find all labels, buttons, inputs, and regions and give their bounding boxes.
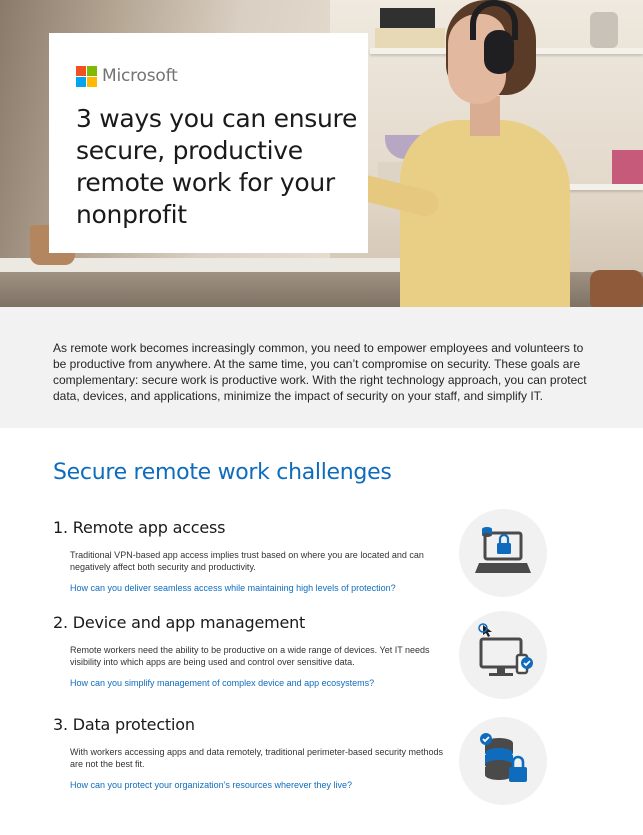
challenge-heading: 3. Data protection — [53, 715, 195, 734]
hero-books — [612, 150, 643, 184]
page-title: 3 ways you can ensure secure, productive remote work for your nonprofit — [76, 104, 358, 229]
challenge-heading: 2. Device and app management — [53, 613, 306, 632]
headphones-icon — [484, 30, 514, 74]
devices-check-icon — [459, 611, 547, 699]
challenge-question: How can you protect your organization’s resources wherever they live? — [70, 780, 352, 790]
challenge-question: How can you simplify management of complex device and app ecosystems? — [70, 678, 375, 688]
hero-books — [380, 8, 435, 28]
laptop-lock-icon — [459, 509, 547, 597]
challenge-question: How can you deliver seamless access while maintaining high levels of protection? — [70, 583, 396, 593]
laptop-lock-icon — [459, 509, 547, 597]
hero-vase — [590, 12, 618, 48]
challenge-item — [53, 715, 448, 790]
challenge-item — [53, 518, 448, 593]
database-lock-icon — [459, 717, 547, 805]
hero-books — [375, 28, 445, 48]
challenge-body: Remote workers need the ability to be productive on a wide range of devices. Yet IT needs visibility into which apps are being used and control over sensitive data. — [70, 645, 430, 667]
challenge-body: Traditional VPN-based app access implies trust based on where you are located and can negatively affect both security and productivity. — [70, 550, 424, 572]
challenge-heading: 1. Remote app access — [53, 518, 226, 537]
challenge-body: With workers accessing apps and data remotely, traditional perimeter-based security methods are not the best fit. — [70, 747, 444, 769]
intro-band — [0, 307, 643, 428]
challenge-item — [53, 613, 448, 688]
devices-check-icon — [459, 611, 547, 699]
microsoft-logo-icon — [76, 66, 97, 87]
title-card — [49, 33, 368, 253]
intro-paragraph: As remote work becomes increasingly common, you need to empower employees and volunteers to be productive from anywhere. At the same time, you can’t compromise on security. These goals are complementary: secure work is productive work. With the right technology approach, you can protect data, devices, and applications, minimize the impact of security on your staff, and simplify IT. — [53, 341, 587, 403]
database-lock-icon — [459, 717, 547, 805]
hero-pot — [590, 270, 643, 307]
section-title: Secure remote work challenges — [53, 460, 392, 485]
brand-name: Microsoft — [102, 66, 178, 86]
